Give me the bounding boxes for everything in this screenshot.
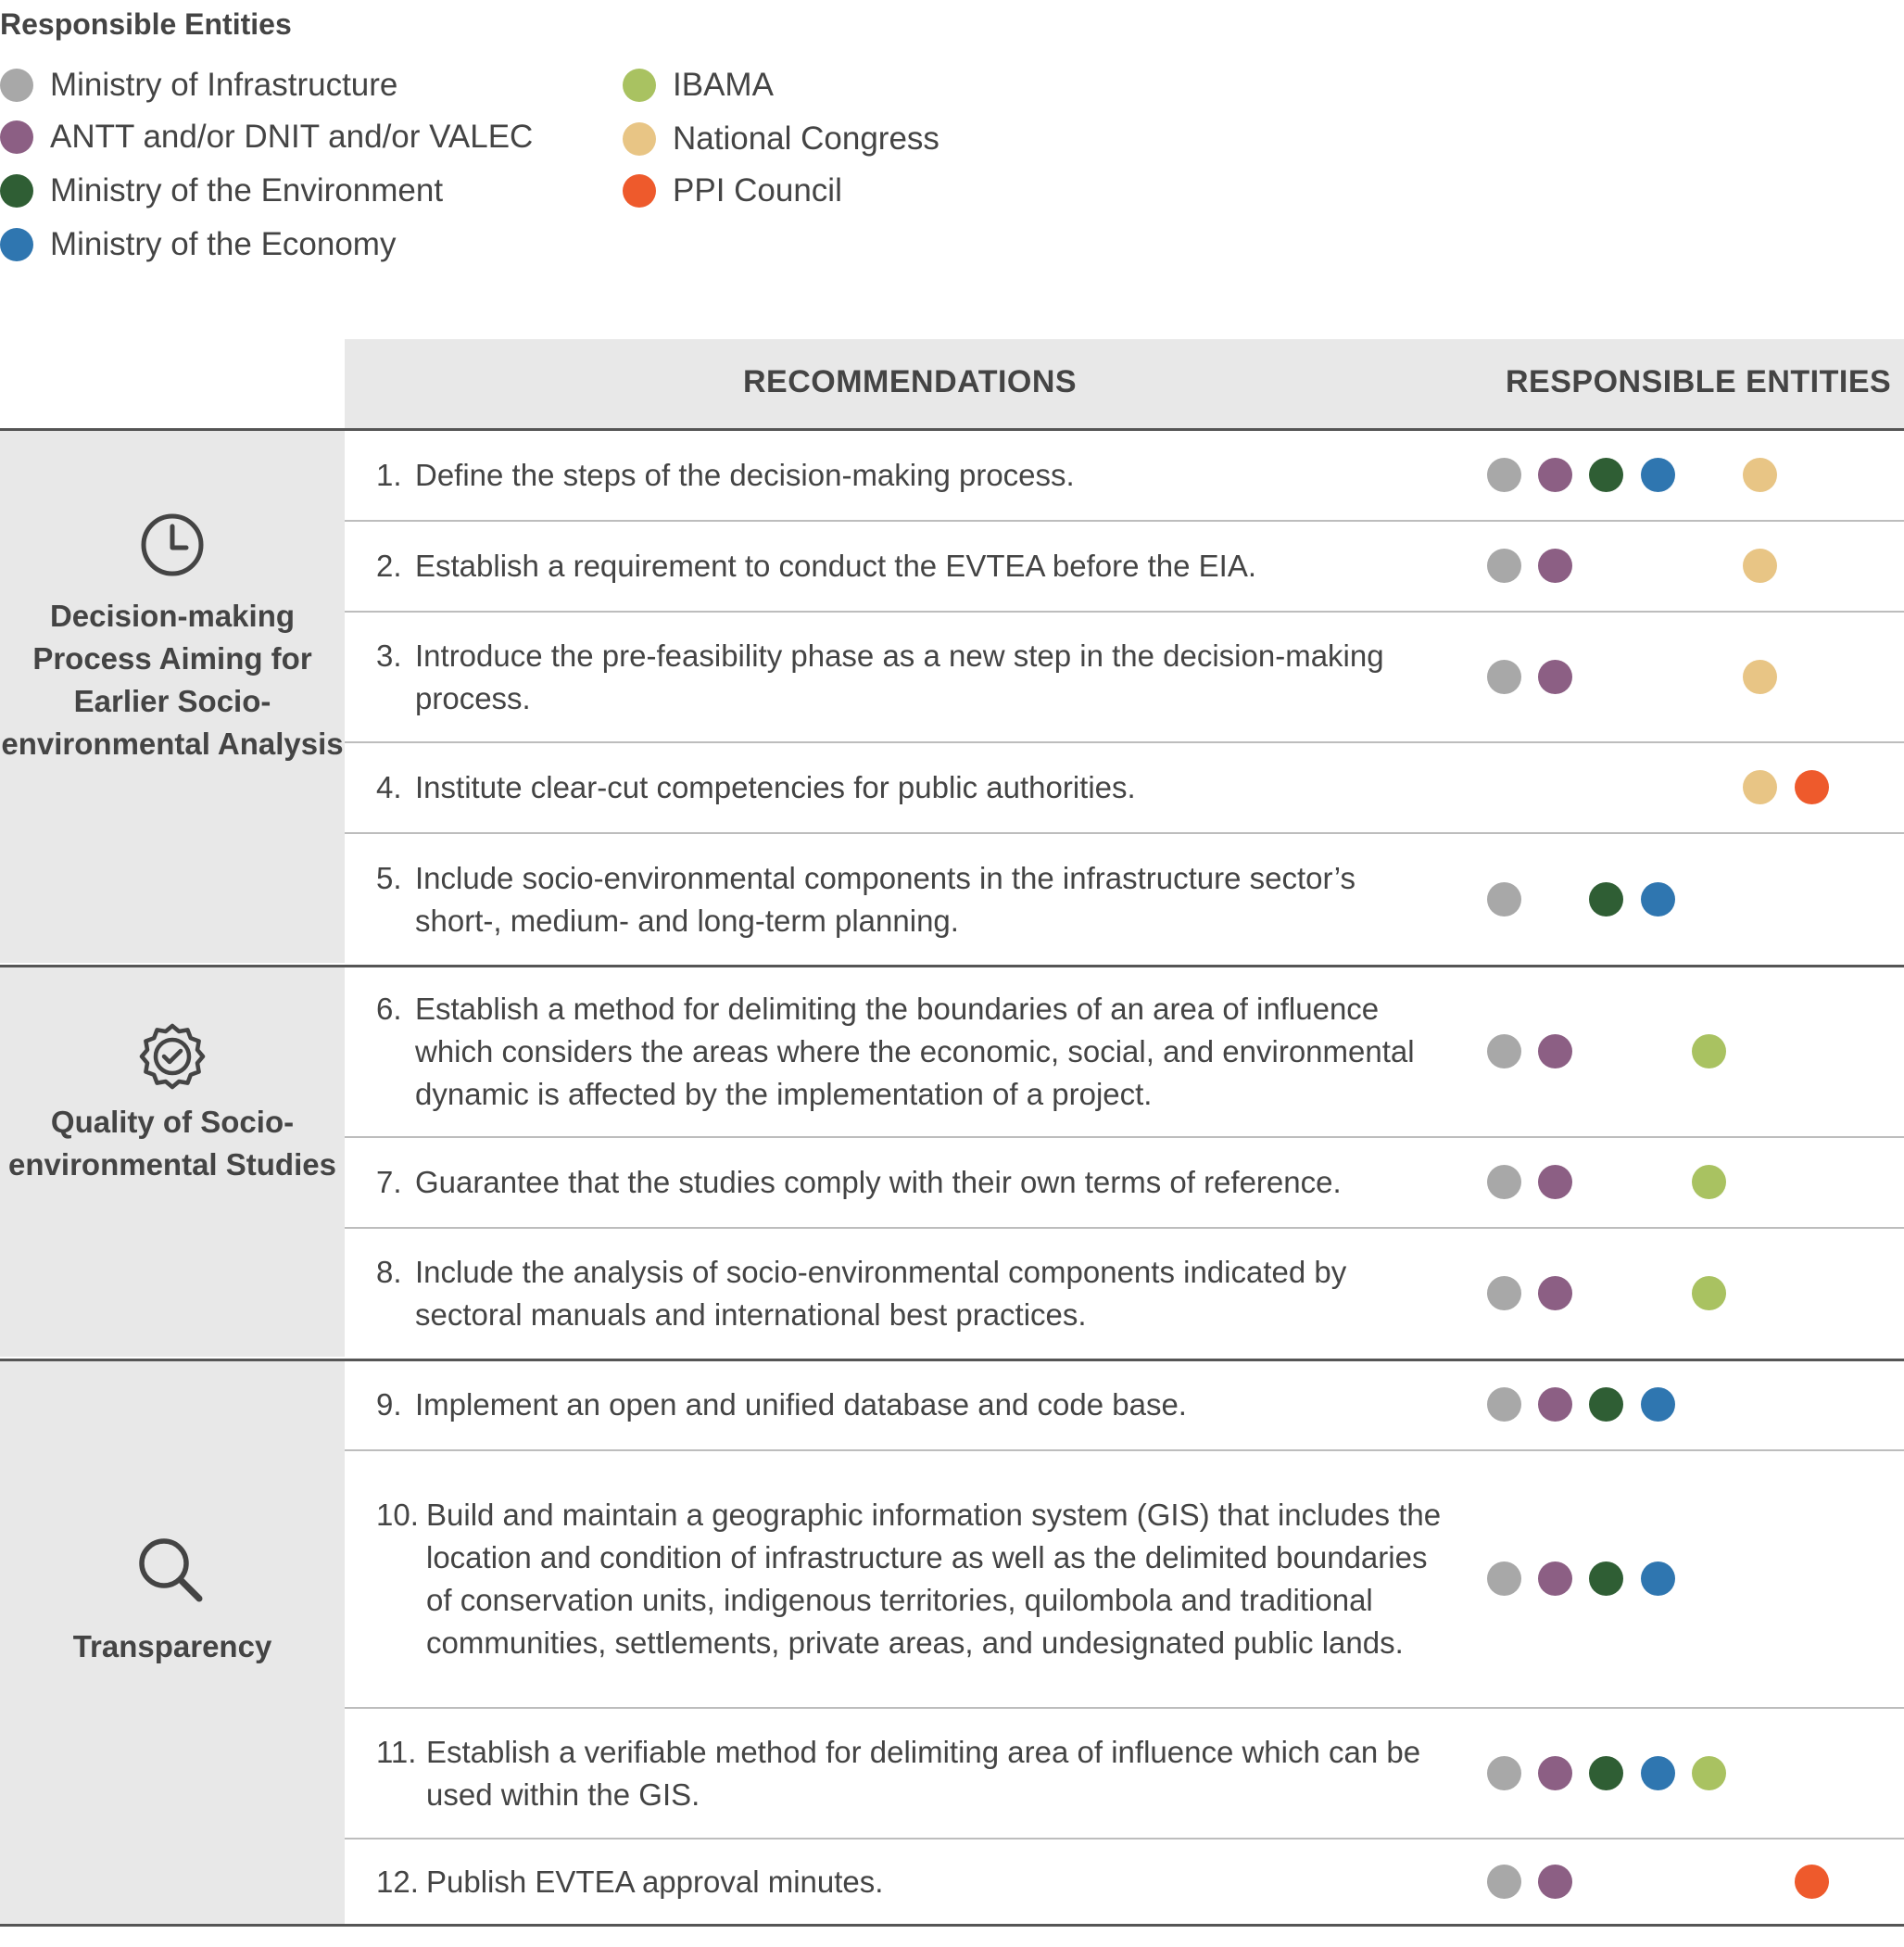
entity-dot-infra <box>1487 1165 1521 1199</box>
table-row <box>345 966 1904 1137</box>
table-row <box>345 430 1904 521</box>
legend-label: IBAMA <box>673 67 774 103</box>
entity-dot-antt <box>1538 660 1572 694</box>
entity-dot-infra <box>1487 549 1521 583</box>
entity-dot-econ <box>1641 1561 1675 1596</box>
legend-item-infra <box>0 67 397 104</box>
entity-dot-infra <box>1487 1034 1521 1068</box>
recommendation-text: Introduce the pre-feasibility phase as a new step in the decision-making process. <box>415 638 1384 715</box>
entity-dot-env <box>1589 1561 1623 1596</box>
legend-label: ANTT and/or DNIT and/or VALEC <box>50 119 534 155</box>
legend-dot-ibama <box>623 69 656 102</box>
entity-dot-antt <box>1538 1387 1572 1422</box>
recommendation-number: 10. <box>376 1498 419 1532</box>
recommendation <box>376 1251 1448 1336</box>
entity-dot-ibama <box>1692 1276 1726 1310</box>
entity-dot-antt <box>1538 1165 1572 1199</box>
recommendation-number: 1. <box>376 458 402 492</box>
entity-dot-antt <box>1538 1034 1572 1068</box>
recommendation-number: 3. <box>376 638 402 673</box>
recommendation <box>376 766 1448 809</box>
entity-dot-antt <box>1538 1865 1572 1899</box>
entity-dot-infra <box>1487 660 1521 694</box>
recommendation-text: Institute clear-cut competencies for public authorities. <box>415 770 1136 804</box>
entity-dot-env <box>1589 882 1623 917</box>
entity-dot-infra <box>1487 1865 1521 1899</box>
entity-dot-ppi <box>1795 1865 1829 1899</box>
recommendation <box>376 1494 1459 1664</box>
recommendation-text: Implement an open and unified database and code base. <box>415 1387 1187 1422</box>
legend-title: Responsible Entities <box>0 7 292 41</box>
legend-label: Ministry of Infrastructure <box>50 67 398 103</box>
table-row <box>345 833 1904 966</box>
magnifier-icon <box>134 1534 207 1611</box>
legend-label: Ministry of the Economy <box>50 226 397 262</box>
recommendation-number: 2. <box>376 549 402 583</box>
recommendation-number: 6. <box>376 991 402 1026</box>
legend-label: PPI Council <box>673 172 842 209</box>
recommendation-text: Include socio-environmental components in the infrastructure sector’s short-, medium- and long-term planning. <box>415 860 1355 938</box>
recommendation-text: Establish a method for delimiting the boundaries of an area of influence which considers the areas where the economic, social, and environmental dynamic is affected by the implementation of a project. <box>415 991 1415 1111</box>
clock-icon <box>139 512 206 583</box>
entity-dot-econ <box>1641 1387 1675 1422</box>
certified-badge-icon <box>137 1021 208 1096</box>
entity-dot-econ <box>1641 882 1675 917</box>
table-row <box>345 1839 1904 1925</box>
section-divider <box>0 1924 1904 1927</box>
recommendation-text: Establish a requirement to conduct the EVTEA before the EIA. <box>415 549 1257 583</box>
recommendation-text: Publish EVTEA approval minutes. <box>426 1864 884 1899</box>
entity-dot-antt <box>1538 1756 1572 1790</box>
entity-dot-infra <box>1487 1756 1521 1790</box>
recommendation-text: Guarantee that the studies comply with their own terms of reference. <box>415 1165 1342 1199</box>
section-quality <box>0 966 345 1357</box>
recommendation <box>376 857 1448 942</box>
legend-label: Ministry of the Environment <box>50 172 444 209</box>
recommendation <box>376 1861 1459 1903</box>
entity-dot-congress <box>1743 549 1777 583</box>
entity-dot-econ <box>1641 1756 1675 1790</box>
recommendation-number: 11. <box>376 1734 417 1769</box>
recommendation <box>376 1731 1459 1816</box>
recommendation-text: Define the steps of the decision-making process. <box>415 458 1075 492</box>
section-label: Transparency <box>72 1629 272 1663</box>
recommendation-text: Include the analysis of socio-environmental components indicated by sectoral manuals and international best practices. <box>415 1255 1347 1332</box>
entity-dot-infra <box>1487 1276 1521 1310</box>
legend-dot-econ <box>0 228 33 261</box>
recommendation <box>376 454 1448 497</box>
recommendation <box>376 635 1448 720</box>
recommendation <box>376 1384 1448 1426</box>
recommendation-number: 5. <box>376 860 402 895</box>
legend-dot-infra <box>0 69 33 102</box>
legend-dot-ppi <box>623 174 656 208</box>
entity-dot-env <box>1589 1756 1623 1790</box>
entity-dot-ibama <box>1692 1165 1726 1199</box>
header-recommendations: RECOMMENDATIONS <box>743 364 1078 399</box>
entity-dot-infra <box>1487 458 1521 492</box>
entity-dot-congress <box>1743 770 1777 804</box>
legend-item-econ <box>0 226 396 263</box>
recommendation-number: 12. <box>376 1864 419 1899</box>
legend-item-congress <box>623 120 939 158</box>
recommendation-text: Establish a verifiable method for delimiting area of influence which can be used within the GIS. <box>426 1734 1421 1812</box>
legend-dot-antt <box>0 120 33 154</box>
entity-dot-ibama <box>1692 1756 1726 1790</box>
recommendation-number: 8. <box>376 1255 402 1289</box>
table-row <box>345 742 1904 833</box>
entity-dot-antt <box>1538 1561 1572 1596</box>
recommendation-number: 4. <box>376 770 402 804</box>
recommendation <box>376 545 1448 588</box>
legend-item-env <box>0 172 443 209</box>
section-transparency <box>0 1359 345 1925</box>
entity-dot-congress <box>1743 458 1777 492</box>
table-row <box>345 1708 1904 1839</box>
table-row <box>345 1450 1904 1708</box>
section-label: Decision-making Process Aiming for Earlier Socio-environmental Analysis <box>1 599 344 761</box>
recommendation <box>376 988 1448 1116</box>
entity-dot-infra <box>1487 1561 1521 1596</box>
legend-item-ibama <box>623 67 774 104</box>
legend-label: National Congress <box>673 120 939 157</box>
table-row <box>345 1359 1904 1450</box>
section-decision-making <box>0 430 345 963</box>
table-row <box>345 1137 1904 1228</box>
legend-dot-congress <box>623 122 656 156</box>
table-row <box>345 1228 1904 1359</box>
legend-dot-env <box>0 174 33 208</box>
entity-dot-econ <box>1641 458 1675 492</box>
recommendation-text: Build and maintain a geographic information system (GIS) that includes the location and condition of infrastructure as well as the delimited boundaries of conservation units, indigenous territories, quilombola and traditional communities, settlements, private areas, and undesignated public lands. <box>426 1498 1442 1660</box>
table-row <box>345 612 1904 742</box>
entity-dot-env <box>1589 1387 1623 1422</box>
entity-dot-infra <box>1487 882 1521 917</box>
table-row <box>345 521 1904 612</box>
entity-dot-congress <box>1743 660 1777 694</box>
entity-dot-antt <box>1538 1276 1572 1310</box>
recommendation-number: 7. <box>376 1165 402 1199</box>
section-label: Quality of Socio-environmental Studies <box>8 1105 336 1182</box>
header-responsible-entities: RESPONSIBLE ENTITIES <box>1506 364 1892 399</box>
entity-dot-ppi <box>1795 770 1829 804</box>
entity-dot-antt <box>1538 458 1572 492</box>
legend-item-antt <box>0 119 533 156</box>
entity-dot-env <box>1589 458 1623 492</box>
recommendation-number: 9. <box>376 1387 402 1422</box>
entity-dot-antt <box>1538 549 1572 583</box>
legend-item-ppi <box>623 172 842 209</box>
entity-dot-infra <box>1487 1387 1521 1422</box>
recommendation <box>376 1161 1448 1204</box>
entity-dot-ibama <box>1692 1034 1726 1068</box>
